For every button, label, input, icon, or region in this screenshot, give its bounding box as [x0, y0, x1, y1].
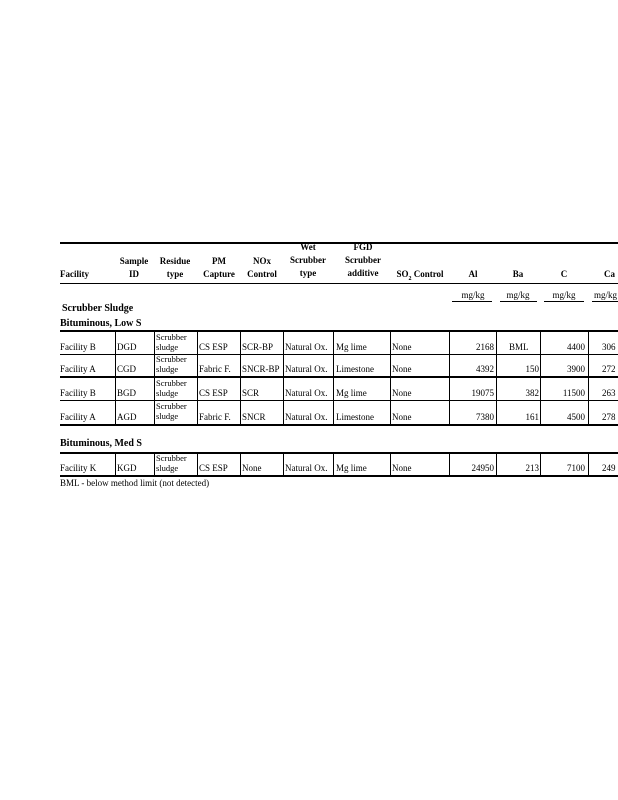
- unit-underline-c: [544, 301, 584, 302]
- col-divider: [115, 332, 116, 424]
- cell-c: 4400: [567, 342, 585, 352]
- unit-al: mg/kg: [461, 290, 485, 300]
- cell-wet: Natural Ox.: [285, 463, 328, 473]
- cell-wet: Natural Ox.: [285, 342, 328, 352]
- col-divider: [496, 332, 497, 424]
- unit-underline-ca: [592, 301, 618, 302]
- col-divider: [154, 332, 155, 424]
- col-divider: [240, 332, 241, 424]
- group2-top-rule: [60, 452, 618, 454]
- cell-id: DGD: [117, 342, 137, 352]
- cell-nox: SCR-BP: [242, 342, 274, 352]
- cell-facility: Facility A: [60, 412, 96, 422]
- header-ca: Ca: [604, 269, 615, 279]
- cell-additive: Mg lime: [336, 463, 367, 473]
- col-divider: [588, 454, 589, 475]
- table-bottom-rule: [60, 475, 618, 477]
- col-divider: [540, 454, 541, 475]
- cell-so2: None: [392, 388, 412, 398]
- cell-ba: 150: [525, 364, 539, 374]
- cell-so2: None: [392, 364, 412, 374]
- cell-wet: Natural Ox.: [285, 412, 328, 422]
- group1-bottom-rule: [60, 424, 618, 426]
- cell-residue: Scrubber sludge: [156, 332, 187, 352]
- cell-wet: Natural Ox.: [285, 388, 328, 398]
- group1-top-rule: [60, 330, 618, 332]
- cell-ba: 161: [525, 412, 539, 422]
- cell-id: BGD: [117, 388, 137, 398]
- col-divider: [496, 454, 497, 475]
- col-divider: [197, 454, 198, 475]
- header-bottom-rule: [60, 283, 618, 284]
- cell-facility: Facility B: [60, 342, 96, 352]
- cell-ca: 306: [602, 342, 616, 352]
- header-nox-control: NOx Control: [247, 256, 277, 279]
- row-rule: [60, 400, 618, 401]
- cell-residue: Scrubber sludge: [156, 401, 187, 421]
- header-residue-type: Residue type: [159, 256, 191, 279]
- cell-additive: Limestone: [336, 412, 374, 422]
- cell-so2: None: [392, 412, 412, 422]
- cell-id: CGD: [117, 364, 137, 374]
- col-divider: [588, 332, 589, 424]
- cell-residue: Scrubber sludge: [156, 453, 187, 473]
- header-sample-id: Sample ID: [119, 256, 149, 279]
- cell-facility: Facility A: [60, 364, 96, 374]
- cell-ca: 278: [602, 412, 616, 422]
- cell-ca: 272: [602, 364, 616, 374]
- cell-c: 3900: [567, 364, 585, 374]
- col-divider: [390, 332, 391, 424]
- cell-additive: Mg lime: [336, 342, 367, 352]
- cell-nox: SCR: [242, 388, 260, 398]
- cell-pm: CS ESP: [199, 463, 228, 473]
- cell-pm: Fabric F.: [199, 364, 231, 374]
- cell-ba: 382: [525, 388, 539, 398]
- cell-additive: Limestone: [336, 364, 374, 374]
- unit-c: mg/kg: [552, 290, 576, 300]
- header-facility: Facility: [60, 269, 89, 279]
- col-divider: [240, 454, 241, 475]
- cell-al: 4392: [476, 364, 494, 374]
- cell-ba: 213: [525, 463, 539, 473]
- header-c: C: [560, 269, 568, 279]
- unit-ca: mg/kg: [594, 290, 618, 300]
- col-divider: [283, 454, 284, 475]
- cell-nox: SNCR: [242, 412, 266, 422]
- unit-underline-ba: [500, 301, 537, 302]
- cell-ca: 249: [602, 463, 616, 473]
- cell-pm: CS ESP: [199, 342, 228, 352]
- row-rule: [60, 354, 618, 355]
- header-so2-control: $SO_2$ Control: [396, 269, 444, 282]
- cell-al: 24950: [471, 463, 494, 473]
- header-al: Al: [468, 269, 478, 279]
- header-fgd-additive: FGD Scrubber additive: [345, 242, 381, 278]
- cell-pm: Fabric F.: [199, 412, 231, 422]
- col-divider: [197, 332, 198, 424]
- cell-al: 19075: [471, 388, 494, 398]
- col-divider: [283, 332, 284, 424]
- cell-c: 11500: [562, 388, 585, 398]
- unit-ba: mg/kg: [506, 290, 530, 300]
- header-ba: Ba: [512, 269, 524, 279]
- cell-facility: Facility K: [60, 463, 97, 473]
- cell-c: 7100: [567, 463, 585, 473]
- cell-so2: None: [392, 342, 412, 352]
- cell-additive: Mg lime: [336, 388, 367, 398]
- col-divider: [333, 332, 334, 424]
- cell-nox: None: [242, 463, 262, 473]
- cell-al: 7380: [476, 412, 494, 422]
- cell-id: KGD: [117, 463, 137, 473]
- footnote: BML - below method limit (not detected): [60, 478, 210, 488]
- cell-residue: Scrubber sludge: [156, 354, 187, 374]
- col-divider: [333, 454, 334, 475]
- unit-underline-al: [452, 301, 492, 302]
- cell-ca: 263: [602, 388, 616, 398]
- col-divider: [154, 454, 155, 475]
- section-title: Scrubber Sludge: [62, 303, 134, 314]
- group-title-med-s: Bituminous, Med S: [60, 438, 142, 449]
- header-wet-scrubber: Wet Scrubber type: [290, 242, 326, 278]
- col-divider: [449, 454, 450, 475]
- cell-residue: Scrubber sludge: [156, 378, 187, 398]
- cell-pm: CS ESP: [199, 388, 228, 398]
- col-divider: [449, 332, 450, 424]
- col-divider: [540, 332, 541, 424]
- col-divider: [115, 454, 116, 475]
- cell-ba: BML: [509, 342, 529, 352]
- cell-al: 2168: [476, 342, 494, 352]
- col-divider: [390, 454, 391, 475]
- row-rule: [60, 376, 618, 378]
- cell-c: 4500: [567, 412, 585, 422]
- cell-facility: Facility B: [60, 388, 96, 398]
- cell-wet: Natural Ox.: [285, 364, 328, 374]
- header-pm-capture: PM Capture: [203, 256, 235, 279]
- group-title-low-s: Bituminous, Low S: [60, 318, 142, 329]
- cell-nox: SNCR-BP: [242, 364, 280, 374]
- cell-so2: None: [392, 463, 412, 473]
- cell-id: AGD: [117, 412, 137, 422]
